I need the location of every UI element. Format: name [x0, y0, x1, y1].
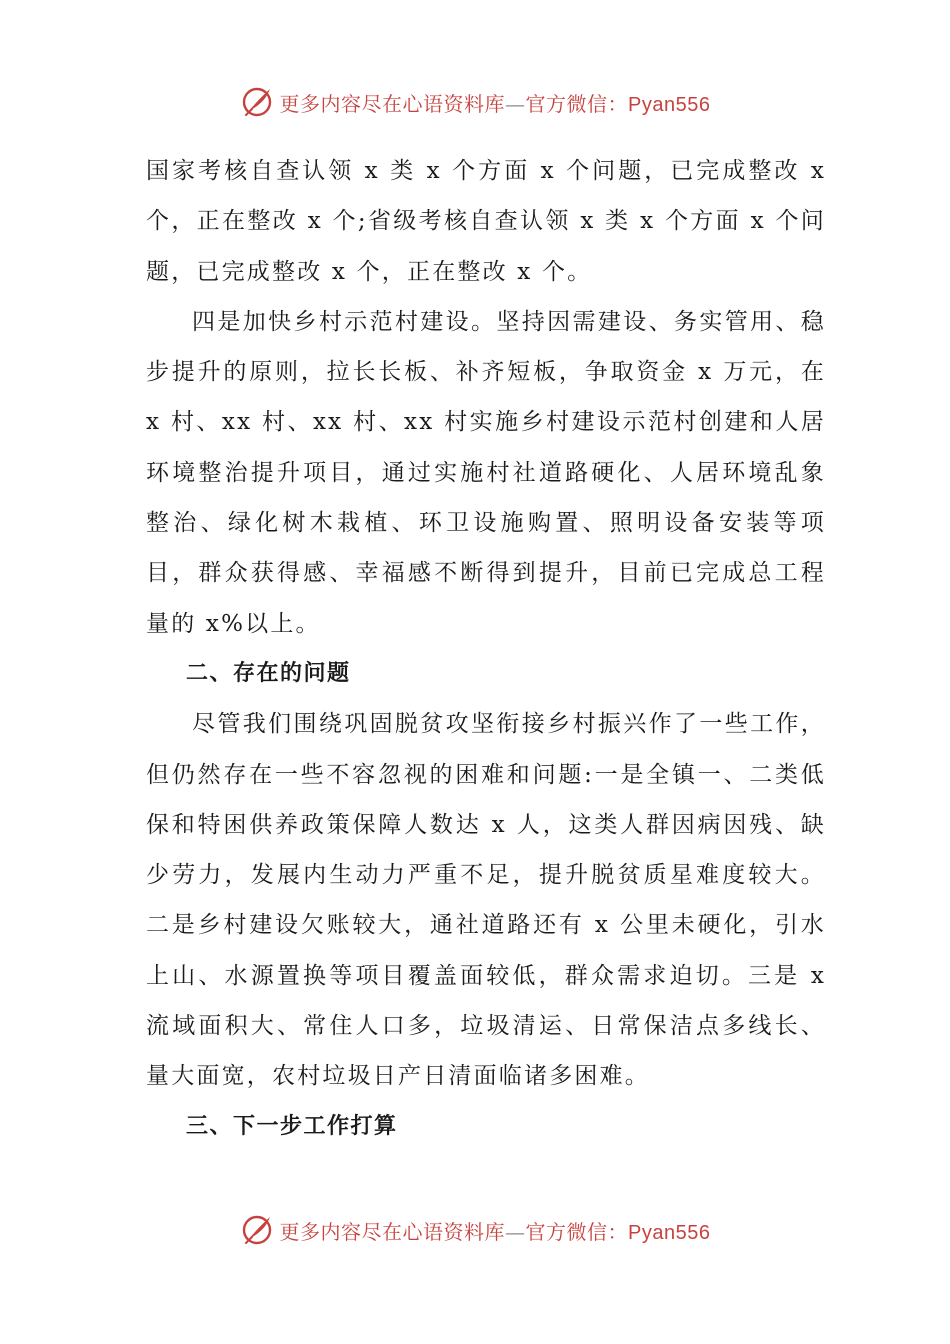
paragraph-four: 四是加快乡村示范村建设。坚持因需建设、务实管用、稳步提升的原则，拉长长板、补齐短板，争取资金 x 万元，在 x 村、xx 村、xx 村、xx 村实施乡村建设示范村创建和人居环境整治提升项目，通过实施村社道路硬化、人居环境乱象整治、绿化树木栽植、环卫设施购置、照明设备安装等项目，群众获得感、幸福感不断得到提升，目前已完成总工程量的 x%以上。 — [146, 308, 826, 637]
watermark-site-text: 更多内容尽在心语资料库 — [279, 91, 506, 116]
document-body — [146, 146, 826, 1152]
quill-pen-seal-icon — [240, 1213, 274, 1247]
watermark-text — [280, 1216, 711, 1245]
quill-pen-seal-icon — [240, 85, 274, 119]
footer-watermark — [0, 1208, 950, 1252]
watermark-separator: — — [505, 1219, 526, 1244]
watermark-wechat-id: Pyan556 — [628, 93, 711, 116]
watermark-group — [240, 1213, 711, 1247]
section-heading-two: 二、存在的问题 — [186, 660, 351, 686]
section-heading-three: 三、下一步工作打算 — [186, 1113, 398, 1139]
watermark-group — [240, 85, 711, 119]
paragraph-problems: 尽管我们围绕巩固脱贫攻坚衔接乡村振兴作了一些工作，但仍然存在一些不容忽视的困难和问题:一是全镇一、二类低保和特困供养政策保障人数达 x 人，这类人群因病因残、缺少劳力，发展内生动力严重不足，提升脱贫质星难度较大。二是乡村建设欠账较大，通社道路还有 x 公里未硬化，引水上山、水源置换等项目覆盖面较低，群众需求迫切。三是 x 流域面积大、常住人口多，垃圾清运、日常保洁点多线长、量大面宽，农村垃圾日产日清面临诸多困难。 — [146, 711, 826, 1090]
watermark-text — [280, 88, 711, 117]
watermark-separator: — — [505, 91, 526, 116]
watermark-wechat-label: 官方微信： — [525, 91, 629, 116]
paragraph-continued: 国家考核自查认领 x 类 x 个方面 x 个问题，已完成整改 x 个，正在整改 x 个;省级考核自查认领 x 类 x 个方面 x 个问题，已完成整改 x 个，正在整改 x 个。 — [146, 158, 826, 285]
watermark-wechat-label: 官方微信： — [525, 1219, 629, 1244]
watermark-wechat-id: Pyan556 — [628, 1221, 711, 1244]
header-watermark — [0, 80, 950, 124]
watermark-site-text: 更多内容尽在心语资料库 — [279, 1219, 506, 1244]
